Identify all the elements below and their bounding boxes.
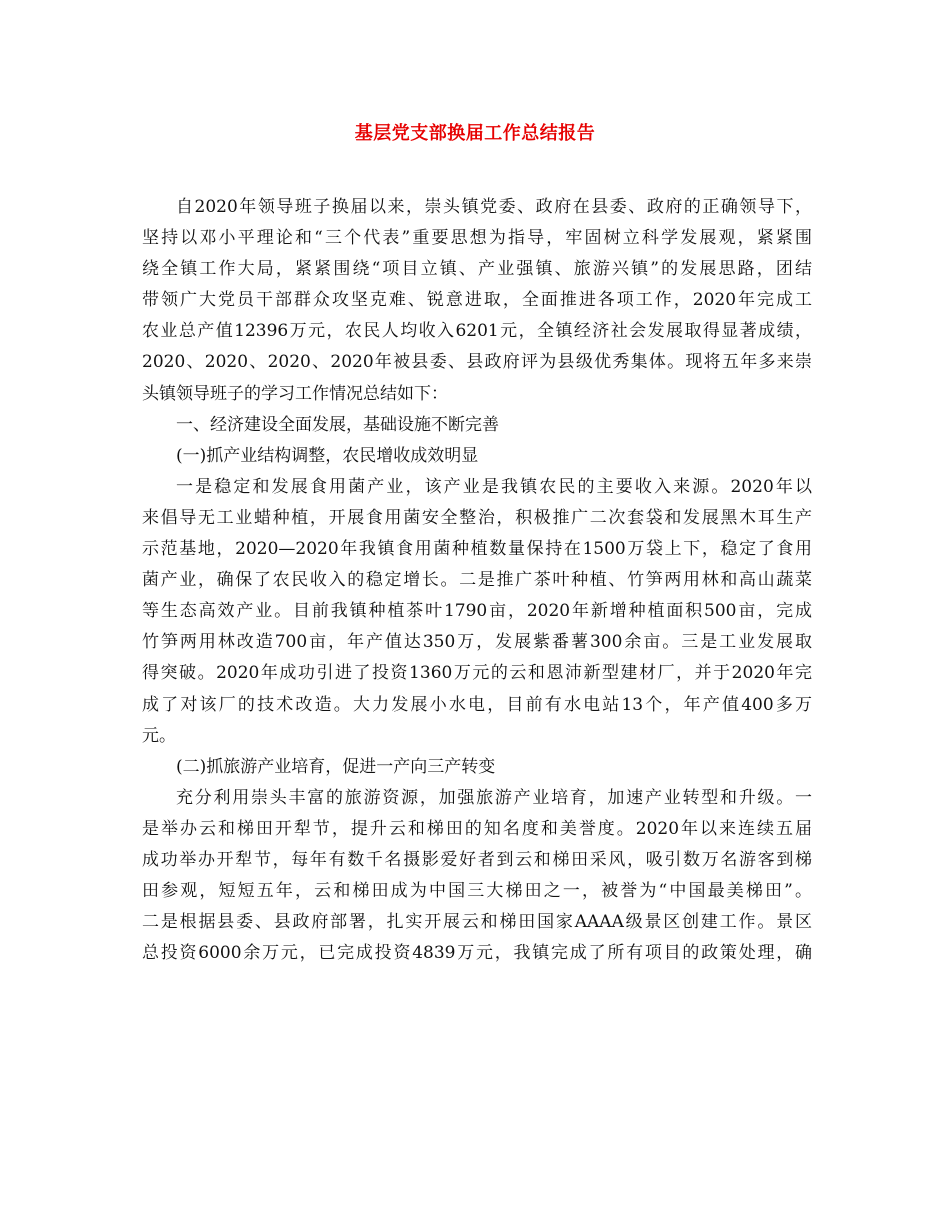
text-line: 元。 [142,725,176,746]
text-line: 等生态高效产业。目前我镇种植茶叶1790亩，2020年新增种植面积500亩，完成 [142,601,812,622]
text-line: 农业总产值12396万元，农民人均收入6201元，全镇经济社会发展取得显著成绩， [142,321,812,342]
paragraph [142,472,812,752]
subsection-heading [142,441,812,472]
text-line: (二)抓旅游产业培育，促进一产向三产转变 [176,756,496,777]
text-line: 一是稳定和发展食用菌产业，该产业是我镇农民的主要收入来源。2020年以 [176,476,812,497]
text-line: 头镇领导班子的学习工作情况总结如下： [142,383,448,404]
text-line: 充分利用崇头丰富的旅游资源，加强旅游产业培育，加速产业转型和升级。一 [176,787,812,808]
text-line: 绕全镇工作大局，紧紧围绕“项目立镇、产业强镇、旅游兴镇”的发展思路，团结 [142,259,812,280]
text-line: 菌产业，确保了农民收入的稳定增长。二是推广茶叶种植、竹笋两用林和高山蔬菜 [142,570,812,591]
text-line: 成功举办开犁节，每年有数千名摄影爱好者到云和梯田采风，吸引数万名游客到梯 [142,849,812,870]
document-body [142,192,812,969]
paragraph [142,783,812,970]
subsection-heading [142,752,812,783]
text-line: 成了对该厂的技术改造。大力发展小水电，目前有水电站13个，年产值400多万 [142,694,812,715]
text-line: 一、经济建设全面发展，基础设施不断完善 [176,414,499,435]
text-line: 自2020年领导班子换届以来，崇头镇党委、政府在县委、政府的正确领导下， [176,197,812,217]
document-title: 基层党支部换届工作总结报告 [354,123,596,144]
text-line: 田参观，短短五年，云和梯田成为中国三大梯田之一，被誉为“中国最美梯田”。 [142,881,812,902]
text-line: 2020、2020、2020、2020年被县委、县政府评为县级优秀集体。现将五年多来崇 [142,352,812,373]
text-line: (一)抓产业结构调整，农民增收成效明显 [176,445,479,466]
text-line: 竹笋两用林改造700亩，年产值达350万，发展紫番薯300余亩。三是工业发展取 [142,632,812,653]
text-line: 总投资6000余万元，已完成投资4839万元，我镇完成了所有项目的政策处理，确 [142,943,812,964]
text-line: 来倡导无工业蜡种植，开展食用菌安全整治，积极推广二次套袋和发展黑木耳生产 [142,507,812,528]
section-heading [142,410,812,441]
text-line: 示范基地，2020—2020年我镇食用菌种植数量保持在1500万袋上下，稳定了食用 [142,539,812,560]
text-line: 坚持以邓小平理论和“三个代表”重要思想为指导，牢固树立科学发展观，紧紧围 [142,228,812,249]
text-line: 得突破。2020年成功引进了投资1360万元的云和恩沛新型建材厂，并于2020年完 [142,663,812,684]
text-line: 是举办云和梯田开犁节，提升云和梯田的知名度和美誉度。2020年以来连续五届 [142,818,812,839]
text-line: 带领广大党员干部群众攻坚克难、锐意进取，全面推进各项工作，2020年完成工 [142,290,812,311]
paragraph [142,192,812,410]
text-line: 二是根据县委、县政府部署，扎实开展云和梯田国家AAAA级景区创建工作。景区 [142,912,812,933]
